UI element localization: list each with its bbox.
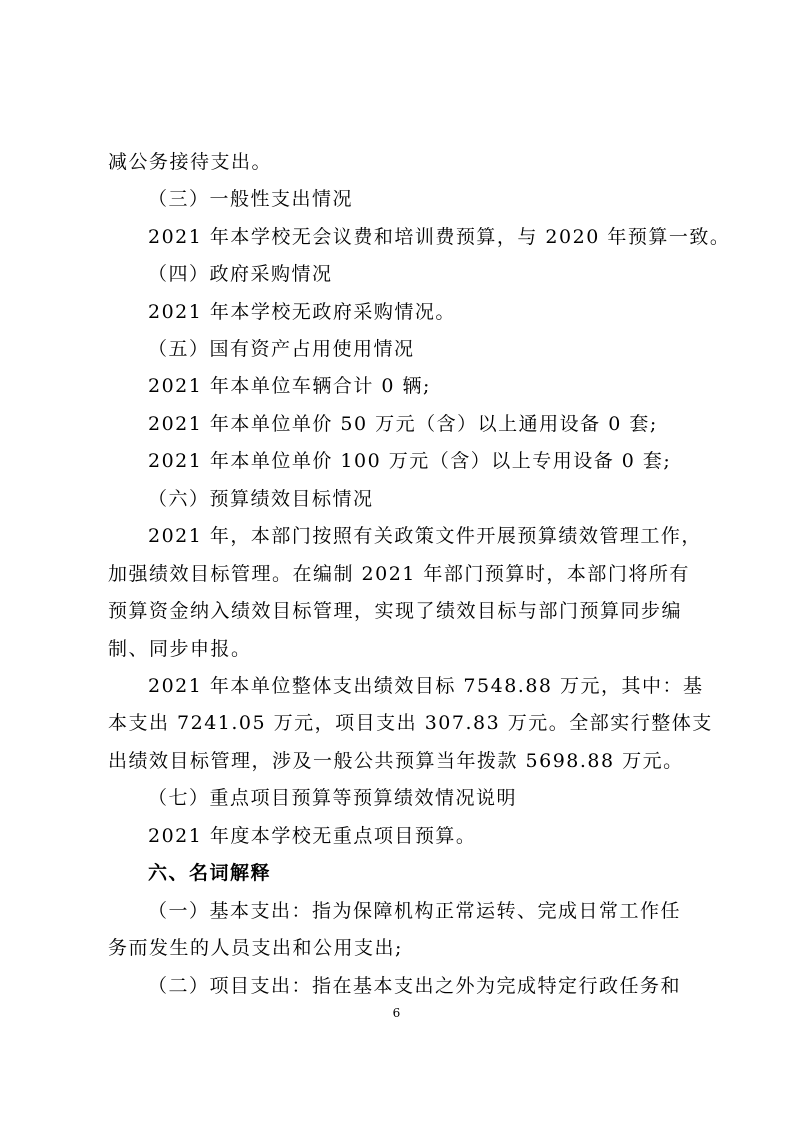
text-line: 减公务接待支出。	[108, 151, 273, 173]
paragraph-line: 2021 年本单位整体支出绩效目标 7548.88 万元，其中：基	[148, 675, 704, 697]
text-line: 2021 年度本学校无重点项目预算。	[148, 825, 477, 847]
paragraph-line: 本支出 7241.05 万元，项目支出 307.83 万元。全部实行整体支	[108, 712, 713, 734]
paragraph-line: 制、同步申报。	[108, 638, 252, 660]
text-line: 2021 年本学校无会议费和培训费预算，与 2020 年预算一致。	[148, 226, 731, 248]
section-heading: （四）政府采购情况	[148, 263, 333, 285]
section-heading: （三）一般性支出情况	[148, 188, 354, 210]
section-heading: （六）预算绩效目标情况	[148, 488, 374, 510]
definition-line: （二）项目支出：指在基本支出之外为完成特定行政任务和	[148, 975, 682, 997]
definition-line: （一）基本支出：指为保障机构正常运转、完成日常工作任	[148, 900, 682, 922]
section-heading: （五）国有资产占用使用情况	[148, 338, 415, 360]
paragraph-line: 出绩效目标管理，涉及一般公共预算当年拨款 5698.88 万元。	[108, 750, 684, 772]
text-line: 2021 年本单位单价 50 万元（含）以上通用设备 0 套;	[148, 413, 658, 435]
text-line: 2021 年本单位单价 100 万元（含）以上专用设备 0 套;	[148, 450, 672, 472]
paragraph-line: 2021 年，本部门按照有关政策文件开展预算绩效管理工作，	[148, 525, 702, 547]
text-line: 2021 年本学校无政府采购情况。	[148, 301, 456, 323]
page-number: 6	[392, 1006, 401, 1020]
chapter-heading: 六、名词解释	[148, 862, 272, 884]
section-heading: （七）重点项目预算等预算绩效情况说明	[148, 787, 518, 809]
text-line: 2021 年本单位车辆合计 0 辆;	[148, 375, 431, 397]
paragraph-line: 加强绩效目标管理。在编制 2021 年部门预算时，本部门将所有	[108, 563, 690, 585]
paragraph-line: 预算资金纳入绩效目标管理，实现了绩效目标与部门预算同步编	[108, 600, 683, 622]
definition-line: 务而发生的人员支出和公用支出;	[108, 937, 403, 959]
